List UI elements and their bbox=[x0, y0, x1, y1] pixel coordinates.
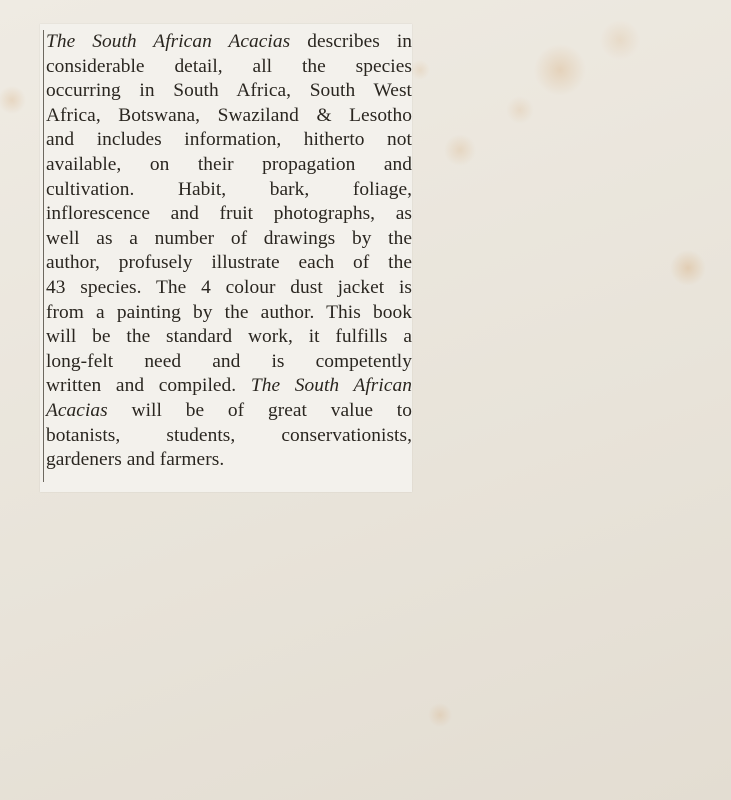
blurb-span: written and compiled. bbox=[46, 375, 251, 397]
blurb-span: cultivation. Habit, bark, foliage, bbox=[46, 178, 412, 200]
blurb-span: gardeners and farmers. bbox=[46, 449, 225, 471]
blurb-line bbox=[46, 374, 412, 399]
blurb-span: long-felt need and is competently bbox=[46, 350, 412, 372]
blurb-label bbox=[40, 24, 412, 492]
blurb-line bbox=[46, 79, 412, 104]
blurb-span: well as a number of drawings by the bbox=[46, 227, 412, 249]
blurb-line bbox=[46, 399, 412, 424]
blurb-span: will be of great value to bbox=[107, 399, 412, 421]
blurb-text bbox=[46, 30, 412, 473]
blurb-line bbox=[46, 227, 412, 252]
blurb-span: available, on their propagation and bbox=[46, 153, 412, 175]
blurb-span: describes in bbox=[290, 31, 413, 52]
blurb-line bbox=[46, 301, 412, 326]
blurb-span: 43 species. The 4 colour dust jacket is bbox=[46, 276, 412, 298]
book-title-italic: The South African Acacias bbox=[46, 31, 291, 52]
blurb-span: will be the standard work, it fulfills a bbox=[46, 326, 412, 348]
blurb-line bbox=[46, 202, 412, 227]
book-title-italic: Acacias bbox=[46, 399, 108, 421]
blurb-span: from a painting by the author. This book bbox=[46, 301, 412, 323]
blurb-span: author, profusely illustrate each of the bbox=[46, 252, 412, 274]
blurb-line bbox=[46, 55, 412, 80]
blurb-line bbox=[46, 251, 412, 276]
blurb-line bbox=[46, 325, 412, 350]
blurb-line bbox=[46, 276, 412, 301]
blurb-span: botanists, students, conservationists, bbox=[46, 424, 412, 446]
blurb-span: inflorescence and fruit photographs, as bbox=[46, 203, 412, 225]
blurb-span: considerable detail, all the species bbox=[46, 55, 412, 77]
blurb-line bbox=[46, 424, 412, 449]
blurb-line bbox=[46, 153, 412, 178]
blurb-line bbox=[46, 30, 412, 55]
blurb-span: and includes information, hitherto not bbox=[46, 129, 412, 151]
blurb-span: Africa, Botswana, Swaziland & Lesotho bbox=[46, 104, 412, 126]
blurb-line bbox=[46, 448, 412, 473]
blurb-line bbox=[46, 104, 412, 129]
blurb-line bbox=[46, 350, 412, 375]
blurb-line bbox=[46, 178, 412, 203]
blurb-span: occurring in South Africa, South West bbox=[46, 80, 412, 102]
book-title-italic: The South African bbox=[250, 375, 412, 397]
blurb-line bbox=[46, 128, 412, 153]
